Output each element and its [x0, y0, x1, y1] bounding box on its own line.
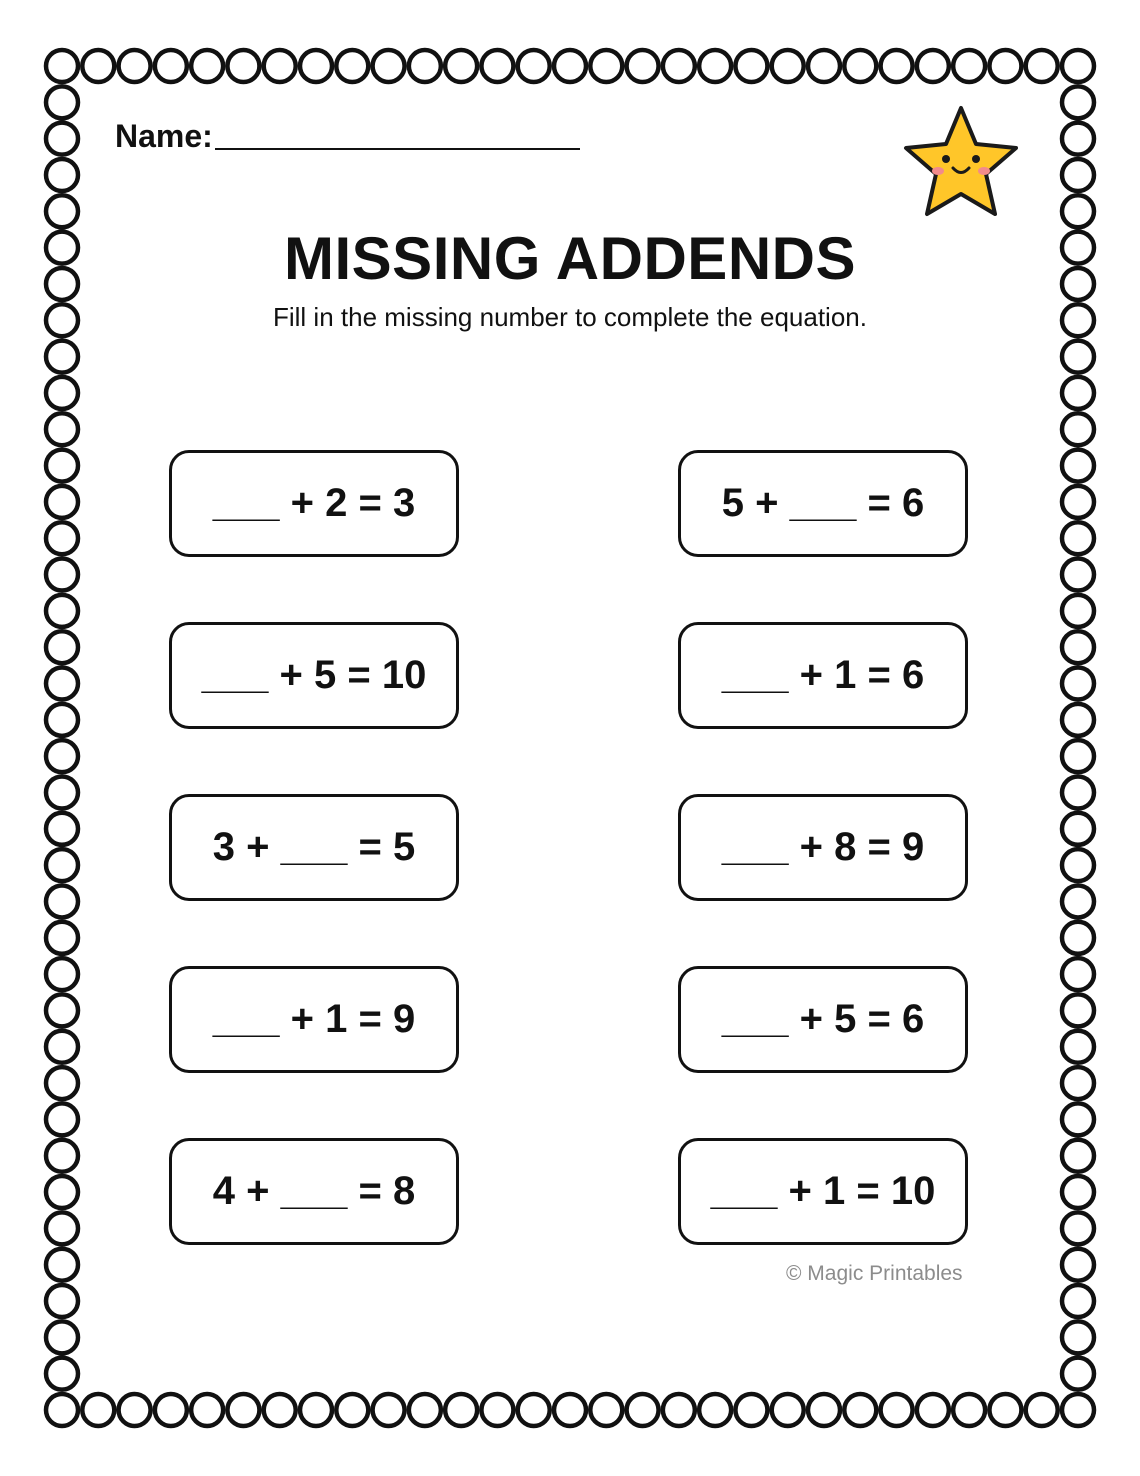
border-circle — [46, 631, 78, 663]
border-circle — [46, 159, 78, 191]
border-circle — [1062, 1067, 1094, 1099]
equation-box[interactable] — [169, 1138, 459, 1245]
name-label: Name: — [115, 118, 213, 154]
border-circle — [46, 377, 78, 409]
border-circle — [46, 486, 78, 518]
border-circle — [46, 922, 78, 954]
border-circle — [1062, 922, 1094, 954]
border-circle — [844, 1394, 876, 1426]
border-circle — [46, 740, 78, 772]
border-circle — [46, 1176, 78, 1208]
border-circle — [46, 668, 78, 700]
border-circle — [46, 559, 78, 591]
border-circle — [373, 50, 405, 82]
border-circle — [227, 50, 259, 82]
border-circle — [1062, 740, 1094, 772]
border-circle — [46, 595, 78, 627]
equation-text: ___ + 1 = 9 — [212, 997, 416, 1041]
border-circle — [445, 1394, 477, 1426]
border-circle — [989, 1394, 1021, 1426]
border-circle — [191, 1394, 223, 1426]
border-circle — [46, 1321, 78, 1353]
border-circle — [46, 50, 78, 82]
border-circle — [1062, 413, 1094, 445]
border-circle — [46, 1285, 78, 1317]
border-circle — [1062, 704, 1094, 736]
border-circle — [1062, 776, 1094, 808]
border-circle — [699, 1394, 731, 1426]
border-circle — [844, 50, 876, 82]
border-circle — [46, 522, 78, 554]
border-circle — [409, 1394, 441, 1426]
border-circle — [46, 1031, 78, 1063]
border-circle — [1062, 1249, 1094, 1281]
border-circle — [1062, 813, 1094, 845]
border-circle — [518, 1394, 550, 1426]
border-circle — [445, 50, 477, 82]
border-circle — [663, 1394, 695, 1426]
border-circle — [554, 50, 586, 82]
border-circle — [46, 994, 78, 1026]
border-circle — [590, 50, 622, 82]
border-circle — [1062, 1176, 1094, 1208]
border-circle — [953, 50, 985, 82]
border-circle — [953, 1394, 985, 1426]
border-circle — [1062, 958, 1094, 990]
border-circle — [881, 50, 913, 82]
border-circle — [481, 50, 513, 82]
border-circle — [627, 50, 659, 82]
equation-text: ___ + 1 = 6 — [721, 653, 925, 697]
border-circle — [119, 50, 151, 82]
border-circle — [336, 50, 368, 82]
worksheet-title: MISSING ADDENDS — [284, 225, 856, 292]
border-circle — [373, 1394, 405, 1426]
border-circle — [699, 50, 731, 82]
border-circle — [1062, 377, 1094, 409]
border-circle — [1062, 849, 1094, 881]
border-circle — [119, 1394, 151, 1426]
border-circle — [590, 1394, 622, 1426]
border-circle — [1062, 86, 1094, 118]
equation-text: ___ + 1 = 10 — [710, 1169, 936, 1213]
border-circle — [82, 1394, 114, 1426]
border-circle — [808, 50, 840, 82]
border-circle — [1062, 1031, 1094, 1063]
border-circle — [554, 1394, 586, 1426]
border-circle — [1062, 195, 1094, 227]
border-circle — [1062, 885, 1094, 917]
border-circle — [989, 50, 1021, 82]
border-circle — [46, 885, 78, 917]
border-circle — [46, 1249, 78, 1281]
border-circle — [46, 813, 78, 845]
border-circle — [46, 341, 78, 373]
border-circle — [46, 1140, 78, 1172]
worksheet-instructions: Fill in the missing number to complete the equation. — [273, 302, 867, 332]
border-circle — [46, 776, 78, 808]
border-circle — [46, 958, 78, 990]
border-circle — [1062, 159, 1094, 191]
border-circle — [46, 1103, 78, 1135]
border-circle — [917, 50, 949, 82]
border-circle — [155, 1394, 187, 1426]
smiling-star-icon — [898, 102, 1024, 222]
border-circle — [46, 1212, 78, 1244]
equation-text: 5 + ___ = 6 — [721, 481, 925, 525]
border-circle — [1062, 1285, 1094, 1317]
equation-box[interactable] — [678, 794, 968, 901]
border-circle — [1062, 450, 1094, 482]
border-circle — [155, 50, 187, 82]
border-circle — [1062, 486, 1094, 518]
equation-box[interactable] — [678, 450, 968, 557]
border-circle — [46, 123, 78, 155]
border-circle — [1062, 631, 1094, 663]
border-circle — [1062, 1140, 1094, 1172]
border-circle — [264, 1394, 296, 1426]
name-field[interactable] — [115, 112, 580, 152]
border-circle — [264, 50, 296, 82]
border-circle — [46, 1394, 78, 1426]
border-circle — [46, 1358, 78, 1390]
border-circle — [881, 1394, 913, 1426]
border-circle — [1062, 50, 1094, 82]
border-circle — [1062, 1394, 1094, 1426]
border-circle — [46, 1067, 78, 1099]
border-circle — [1026, 50, 1058, 82]
equation-text: ___ + 5 = 6 — [721, 997, 925, 1041]
border-circle — [772, 50, 804, 82]
border-circle — [1062, 668, 1094, 700]
border-circle — [1062, 595, 1094, 627]
border-circle — [227, 1394, 259, 1426]
border-circle — [409, 50, 441, 82]
border-circle — [336, 1394, 368, 1426]
border-circle — [1062, 559, 1094, 591]
border-circle — [1062, 1321, 1094, 1353]
equation-box[interactable] — [678, 1138, 968, 1245]
border-circle — [735, 1394, 767, 1426]
equation-text: ___ + 8 = 9 — [721, 825, 925, 869]
equation-box[interactable] — [169, 622, 459, 729]
border-circle — [772, 1394, 804, 1426]
equation-text: 3 + ___ = 5 — [212, 825, 416, 869]
border-circle — [46, 413, 78, 445]
border-circle — [1062, 341, 1094, 373]
equation-text: ___ + 5 = 10 — [201, 653, 427, 697]
name-blank-line[interactable] — [215, 147, 580, 150]
border-circle — [481, 1394, 513, 1426]
border-circle — [46, 849, 78, 881]
border-circle — [1062, 1103, 1094, 1135]
border-circle — [1062, 123, 1094, 155]
equation-box[interactable] — [169, 966, 459, 1073]
border-circle — [1062, 1212, 1094, 1244]
equation-box[interactable] — [678, 622, 968, 729]
equation-box[interactable] — [678, 966, 968, 1073]
border-circle — [46, 450, 78, 482]
border-circle — [627, 1394, 659, 1426]
copyright-text: © Magic Printables — [786, 1262, 963, 1285]
border-circle — [46, 704, 78, 736]
border-circle — [735, 50, 767, 82]
border-circle — [82, 50, 114, 82]
border-circle — [917, 1394, 949, 1426]
equation-text: 4 + ___ = 8 — [212, 1169, 416, 1213]
border-circle — [1062, 994, 1094, 1026]
border-circle — [300, 50, 332, 82]
border-circle — [300, 1394, 332, 1426]
border-circle — [46, 86, 78, 118]
border-circle — [191, 50, 223, 82]
equation-box[interactable] — [169, 450, 459, 557]
equation-text: ___ + 2 = 3 — [212, 481, 416, 525]
border-circle — [518, 50, 550, 82]
border-circle — [1062, 522, 1094, 554]
border-circle — [46, 195, 78, 227]
border-circle — [1026, 1394, 1058, 1426]
border-circle — [1062, 1358, 1094, 1390]
equation-box[interactable] — [169, 794, 459, 901]
border-circle — [808, 1394, 840, 1426]
border-circle — [663, 50, 695, 82]
